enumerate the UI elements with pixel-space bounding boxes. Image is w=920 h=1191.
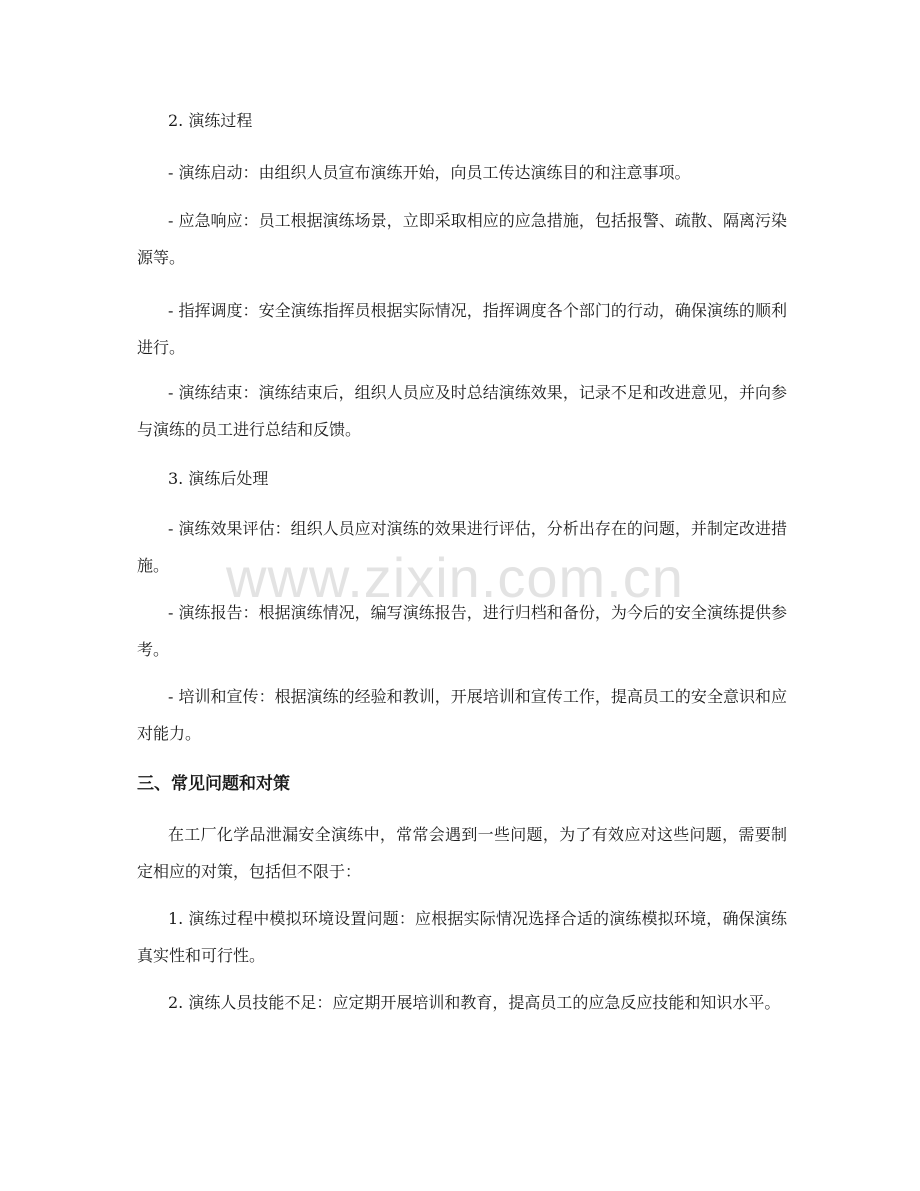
paragraph-emergency-response: - 应急响应：员工根据演练场景，立即采取相应的应急措施，包括报警、疏散、隔离污染源等。 bbox=[137, 211, 787, 267]
paragraph-issue-environment: 1. 演练过程中模拟环境设置问题：应根据实际情况选择合适的演练模拟环境，确保演练真实性和可行性。 bbox=[137, 909, 787, 965]
paragraph-command-dispatch: - 指挥调度：安全演练指挥员根据实际情况，指挥调度各个部门的行动，确保演练的顺利进行。 bbox=[137, 301, 787, 357]
section-heading: 三、常见问题和对策 bbox=[137, 774, 290, 794]
paragraph-issue-skills: 2. 演练人员技能不足：应定期开展培训和教育，提高员工的应急反应技能和知识水平。 bbox=[168, 993, 781, 1012]
paragraph-section-intro: 在工厂化学品泄漏安全演练中，常常会遇到一些问题，为了有效应对这些问题，需要制定相应的对策，包括但不限于： bbox=[137, 825, 787, 881]
subsection-title-exercise-process: 2. 演练过程 bbox=[168, 111, 253, 130]
paragraph-training-publicity: - 培训和宣传：根据演练的经验和教训，开展培训和宣传工作，提高员工的安全意识和应对能力。 bbox=[137, 687, 787, 743]
paragraph-exercise-start: - 演练启动：由组织人员宣布演练开始，向员工传达演练目的和注意事项。 bbox=[168, 163, 691, 182]
paragraph-exercise-end: - 演练结束：演练结束后，组织人员应及时总结演练效果，记录不足和改进意见，并向参与演练的员工进行总结和反馈。 bbox=[137, 383, 787, 439]
paragraph-exercise-report: - 演练报告：根据演练情况，编写演练报告，进行归档和备份，为今后的安全演练提供参考。 bbox=[137, 603, 787, 659]
subsection-title-post-exercise: 3. 演练后处理 bbox=[168, 469, 269, 488]
paragraph-effect-evaluation: - 演练效果评估：组织人员应对演练的效果进行评估，分析出存在的问题，并制定改进措施。 bbox=[137, 519, 787, 575]
watermark: www.zixin.com.cn bbox=[226, 546, 684, 609]
